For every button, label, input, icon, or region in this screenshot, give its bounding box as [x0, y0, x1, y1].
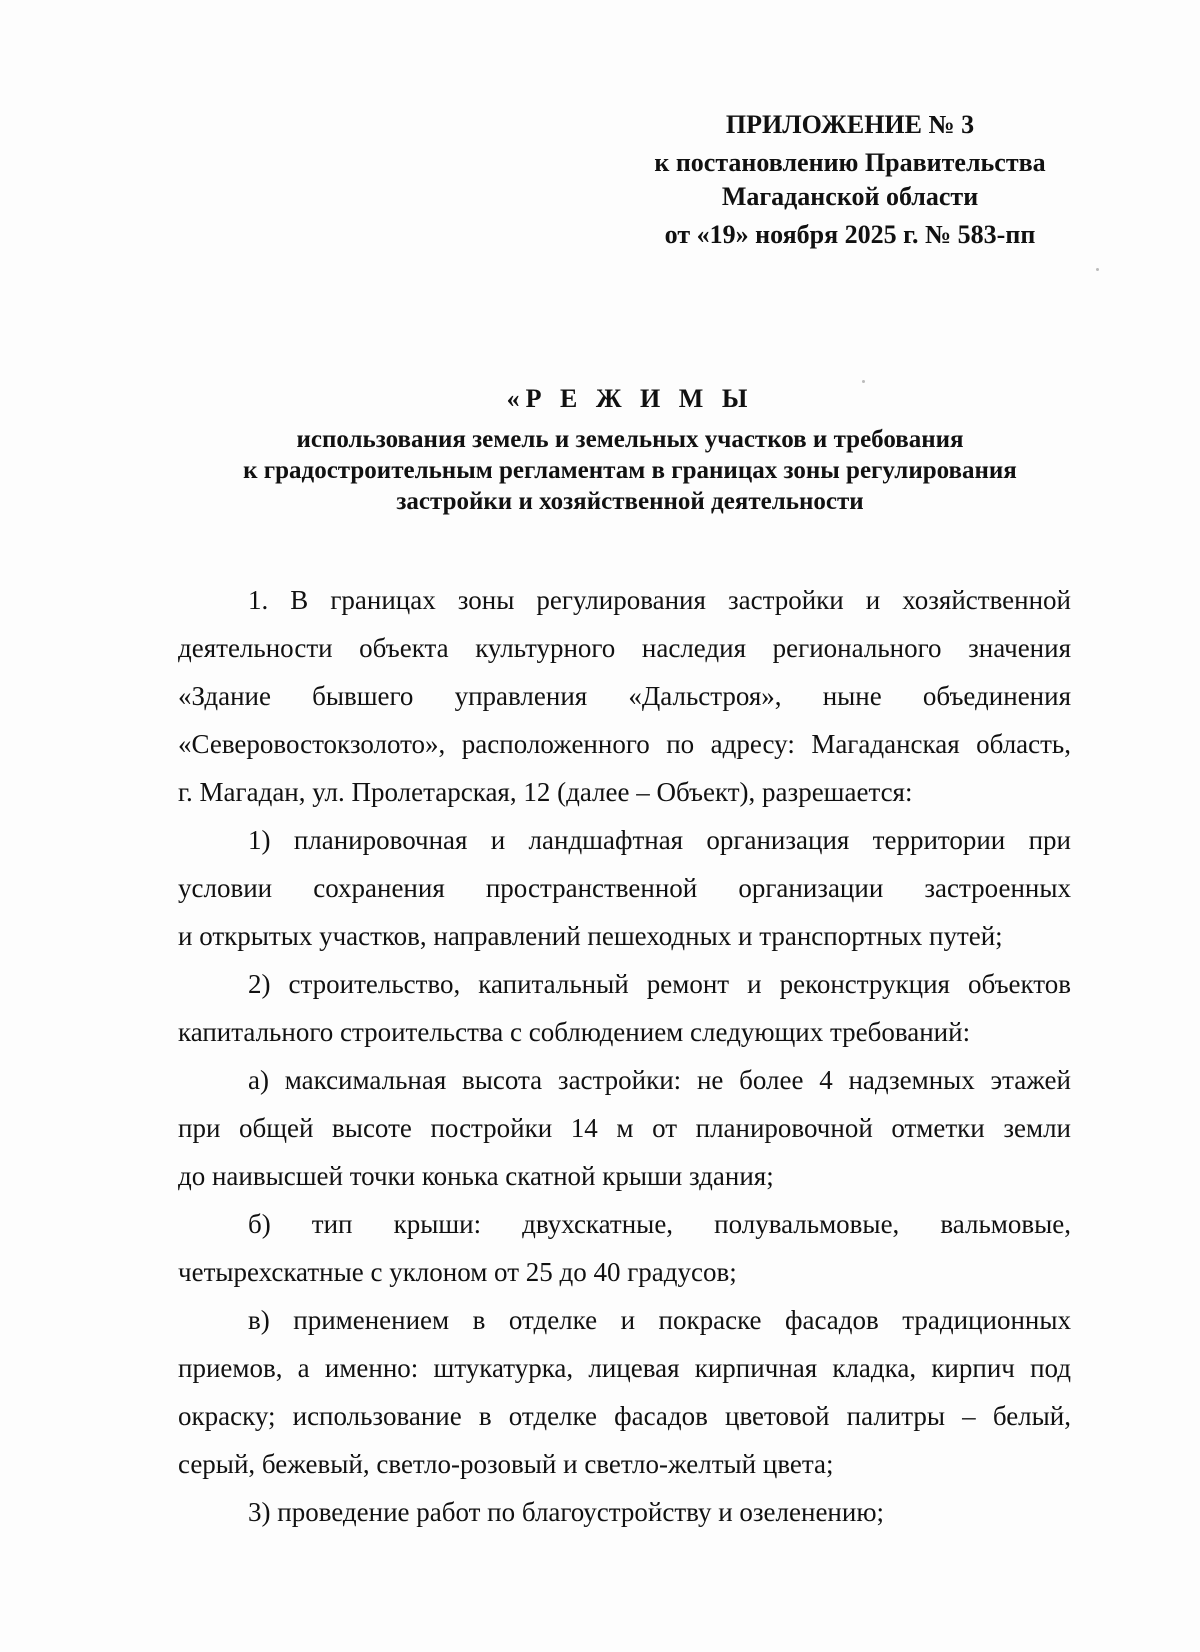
scan-speck: [1096, 268, 1099, 271]
paragraph-6: [178, 1296, 1071, 1488]
title-subtitle-line-3: застройки и хозяйственной деятельности: [396, 488, 864, 515]
paragraph-line: 3) проведение работ по благоустройству и озеленению;: [248, 1497, 885, 1527]
paragraph-line: при общей высоте постройки 14 м от планировочной отметки земли: [178, 1113, 1071, 1143]
title-subtitle-line-2: к градостроительным регламентам в границах зоны регулирования: [243, 457, 1017, 484]
paragraph-line: серый, бежевый, светло-розовый и светло-желтый цвета;: [178, 1449, 834, 1479]
paragraph-line: и открытых участков, направлений пешеходных и транспортных путей;: [178, 921, 1003, 951]
paragraph-line: а) максимальная высота застройки: не более 4 надземных этажей: [248, 1065, 1071, 1095]
document-body: [178, 576, 1071, 1536]
document-title: [150, 382, 1110, 517]
paragraph-line: четырехскатные с уклоном от 25 до 40 градусов;: [178, 1257, 737, 1287]
appendix-number: ПРИЛОЖЕНИЕ № 3: [725, 110, 975, 139]
paragraph-line: капитального строительства с соблюдением следующих требований:: [178, 1017, 971, 1047]
scan-speck: [862, 380, 865, 383]
paragraph-line: в) применением в отделке и покраске фасадов традиционных: [248, 1305, 1071, 1335]
paragraph-line: «Здание бывшего управления «Дальстроя», ныне объединения: [178, 681, 1071, 711]
paragraph-line: до наивысшей точки конька скатной крыши здания;: [178, 1161, 774, 1191]
paragraph-line: «Северовостокзолото», расположенного по адресу: Магаданская область,: [178, 729, 1071, 759]
appendix-header: [610, 108, 1090, 252]
paragraph-5: [178, 1200, 1071, 1296]
paragraph-line: 1. В границах зоны регулирования застройки и хозяйственной: [248, 585, 1071, 615]
appendix-date-line: от «19» ноября 2025 г. № 583-пп: [664, 220, 1036, 249]
paragraph-line: б) тип крыши: двухскатные, полувальмовые, вальмовые,: [248, 1209, 1071, 1239]
title-main: «Р Е Ж И М Ы: [506, 384, 754, 413]
paragraph-3: [178, 960, 1071, 1056]
appendix-resolution-line: к постановлению Правительства: [654, 148, 1046, 177]
paragraph-7: [178, 1488, 1071, 1536]
paragraph-line: 1) планировочная и ландшафтная организация территории при: [248, 825, 1071, 855]
paragraph-1: [178, 576, 1071, 816]
paragraph-line: приемов, а именно: штукатурка, лицевая кирпичная кладка, кирпич под: [178, 1353, 1071, 1383]
title-subtitle-line-1: использования земель и земельных участков и требования: [296, 426, 964, 453]
paragraph-2: [178, 816, 1071, 960]
paragraph-line: условии сохранения пространственной организации застроенных: [178, 873, 1071, 903]
paragraph-line: 2) строительство, капитальный ремонт и реконструкция объектов: [248, 969, 1071, 999]
paragraph-line: г. Магадан, ул. Пролетарская, 12 (далее – Объект), разрешается:: [178, 777, 913, 807]
paragraph-line: деятельности объекта культурного наследия регионального значения: [178, 633, 1071, 663]
paragraph-line: окраску; использование в отделке фасадов цветовой палитры – белый,: [178, 1401, 1071, 1431]
paragraph-4: [178, 1056, 1071, 1200]
appendix-region-line: Магаданской области: [721, 182, 979, 211]
